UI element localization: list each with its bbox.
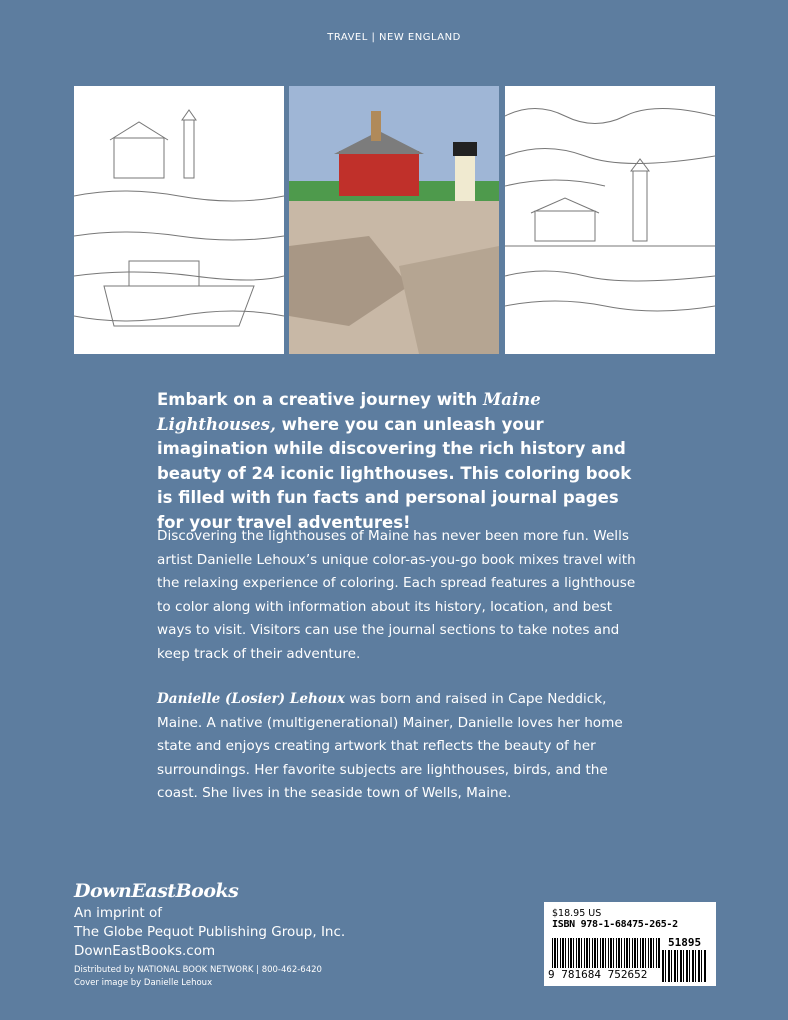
bio-paragraph [157, 688, 637, 806]
author-name: Danielle (Losier) Lehoux [157, 691, 345, 707]
price-code: 51895 [668, 936, 702, 949]
imprint-label: An imprint of [74, 905, 163, 921]
line-art-headland-lighthouse [505, 86, 715, 354]
bio-text: was born and raised in Cape Neddick, Maine. A native (multigenerational) Mainer, Danielle loves her home state and enjoys creating artwork that reflects the beauty of her surroundings. Her favorite subjects are lighthouses, birds, and the coast. She lives in the seaside town of Wells, Maine. [157, 691, 623, 801]
publisher-logo: DownEastBooks [74, 880, 239, 902]
price: $18.95 US [552, 908, 602, 919]
distribution-info: Distributed by NATIONAL BOOK NETWORK | 800-462-6420 [74, 965, 322, 975]
lead-text: where you can unleash your imagination while discovering the rich history and beauty of 24 iconic lighthouses. This coloring book is filled with fun facts and personal journal pages for your travel adventures! [157, 414, 632, 532]
ean-number: 9 781684 752652 [548, 968, 648, 981]
cover-credit: Cover image by Danielle Lehoux [74, 978, 213, 988]
lead-text: Embark on a creative journey with [157, 390, 484, 409]
line-art-lighthouse-boat [74, 86, 284, 354]
book-title: Maine Lighthouses, [157, 390, 541, 434]
publisher-website: DownEastBooks.com [74, 943, 216, 959]
isbn: ISBN 978-1-68475-265-2 [552, 919, 678, 930]
color-lighthouse-illustration [289, 86, 499, 354]
category-label: TRAVEL | NEW ENGLAND [327, 32, 461, 43]
barcode-bars [552, 938, 660, 968]
lead-paragraph [157, 388, 637, 535]
publisher-group: The Globe Pequot Publishing Group, Inc. [74, 924, 346, 940]
barcode-box [544, 902, 716, 986]
description-paragraph: Discovering the lighthouses of Maine has never been more fun. Wells artist Danielle Lehoux’s unique color-as-you-go book mixes travel with the relaxing experience of coloring. Each spread features a lighthouse to color along with information about its history, location, and best ways to visit. Visitors can use the journal sections to take notes and keep track of their adventure. [157, 528, 636, 662]
supplement-bars [662, 950, 706, 982]
